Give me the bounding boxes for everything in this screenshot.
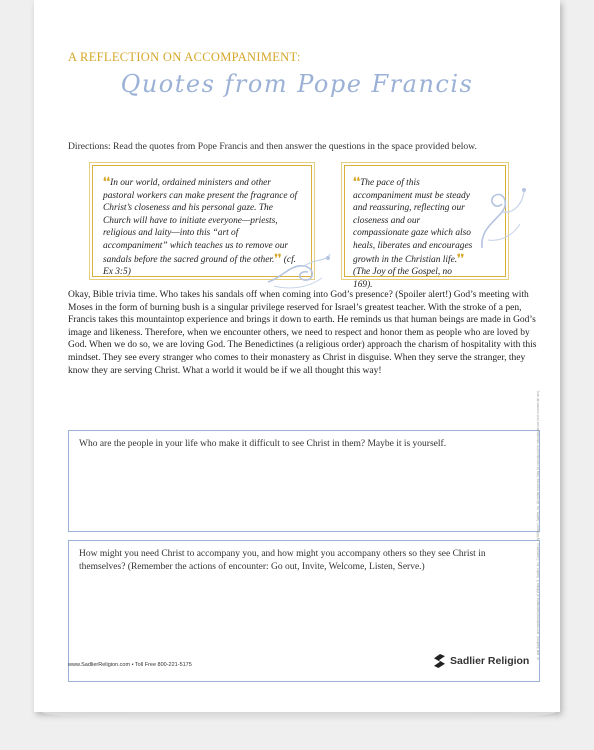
worksheet-page — [34, 0, 560, 712]
quote-1-text: In our world, ordained ministers and other pastoral workers can make present the fragrance of Christ’s closeness and his personal gaze. The Church will have to initiate everyone—priests, religious and laity—into this “art of accompaniment” which teaches us to remove our sandals before the sacred ground of the other. — [103, 178, 298, 265]
quote-2-text-block — [353, 176, 473, 291]
answer-box-1[interactable] — [68, 430, 540, 532]
copyright-note: ® and Sadlier® are registered trademarks of William H. Sadlier, Inc. Copyright © by William H. Sadlier, Inc. All rights reserved. May be reproduced for educational use (not commercial use). — [536, 390, 540, 660]
quote-2-text: The pace of this accompaniment must be steady and reassuring, reflecting our closeness and our compassionate gaze which also heals, liberates and encourages growth in the Christian life. — [353, 178, 473, 265]
question-2-prompt: How might you need Christ to accompany you, and how might you accompany others so they see Christ in themselves? (Remember the actions of encounter: Go out, Invite, Welcome, Listen, Serve.) — [79, 549, 486, 572]
open-quote-icon: ❛❛ — [353, 176, 361, 188]
quote-1-reference: (cf. Ex 3:5) — [103, 254, 297, 278]
quote-2-reference: (The Joy of the Gospel, no 169). — [353, 267, 452, 290]
page-title: Quotes from Pope Francis — [120, 70, 474, 98]
flourish-ornament-icon — [474, 182, 530, 252]
flourish-ornament-icon — [264, 248, 336, 292]
close-quote-icon: ❜❜ — [274, 252, 282, 265]
close-quote-icon: ❜❜ — [457, 252, 465, 265]
page-shadow — [42, 712, 556, 722]
brand-name: Sadlier Religion — [450, 655, 530, 667]
sadlier-logo-icon — [434, 654, 445, 668]
question-1-prompt: Who are the people in your life who make it difficult to see Christ in them? Maybe it is yourself. — [79, 439, 447, 449]
directions-text: Directions: Read the quotes from Pope Francis and then answer the questions in the space provided below. — [68, 141, 477, 152]
reflection-paragraph: Okay, Bible trivia time. Who takes his sandals off when coming into God’s presence? (Spoiler alert!) God’s meeting with Moses in the form of burning bush is a singular privilege reserved for Israel’s greatest teacher. With the stroke of a pen, Francis takes this mountaintop experience and brings it down to earth. He reminds us that human beings are made in God’s image and likeness. Therefore, when we encounter others, we need to respect and honor them as people who are loved by God. When we do so, we are loving God. The Benedictines (a religious order) approach the charism of hospitality with this mindset. They see every stranger who comes to their monastery as Christ in disguise. When they serve the stranger, they know they are serving Christ. What a world it would be if we all thought this way! — [68, 290, 537, 376]
brand-logo — [434, 654, 529, 668]
open-quote-icon: ❛❛ — [103, 176, 111, 188]
footer-contact: www.SadlierReligion.com • Toll Free 800-221-5175 — [68, 662, 192, 668]
kicker-heading: A REFLECTION ON ACCOMPANIMENT: — [68, 50, 301, 64]
